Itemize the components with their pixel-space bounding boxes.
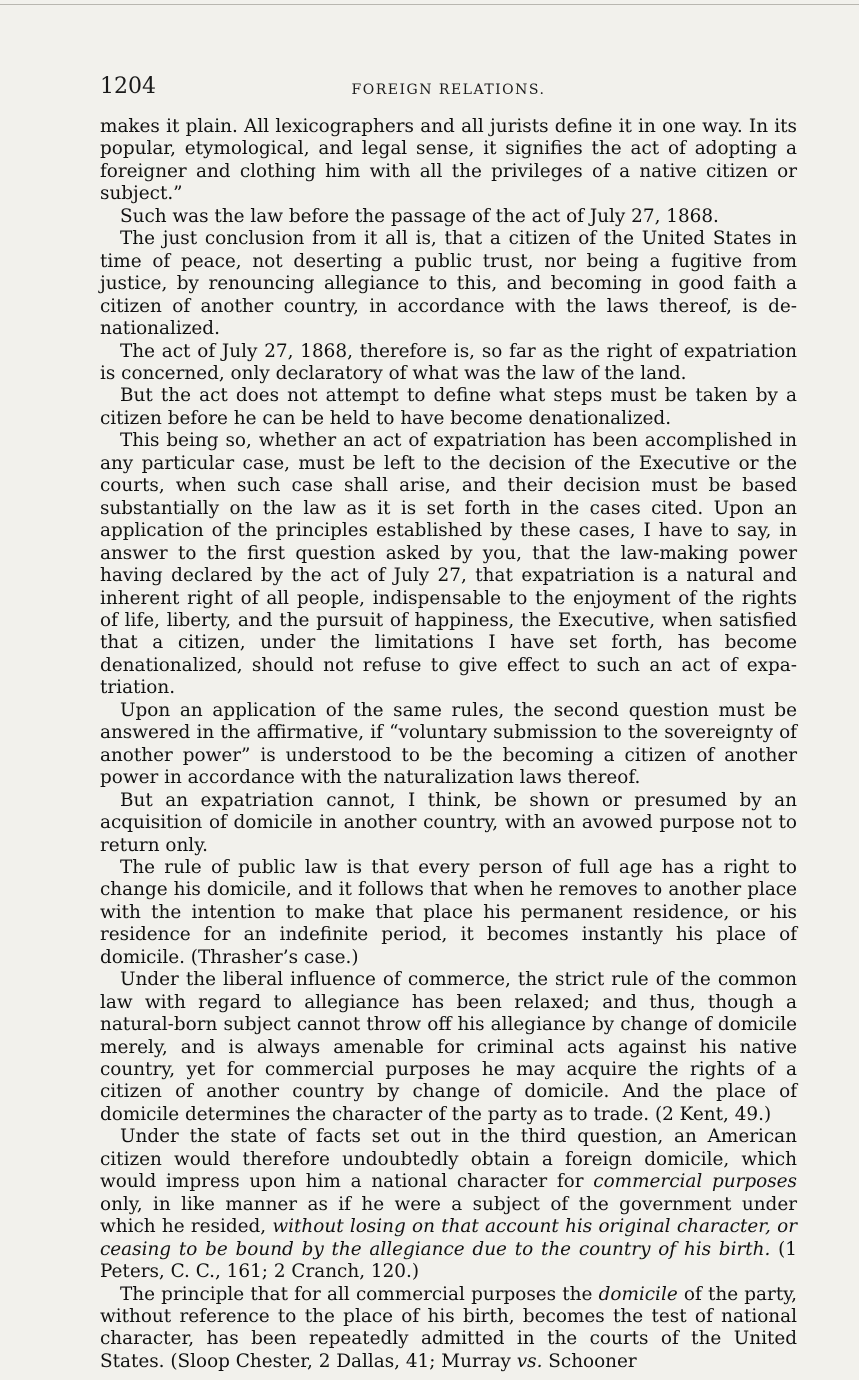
paragraph: makes it plain. All lexicographers and all jurists define it in one way. In its popular, etymological, and legal sense, it signifies the act of adopting a foreigner and clothing him with all the privileges of a native citizen or subject.” bbox=[100, 116, 797, 205]
paragraph bbox=[100, 1284, 797, 1374]
paragraph: Under the liberal influence of commerce, the strict rule of the common law with regard to allegiance has been relaxed; and thus, though a natural-born subject cannot throw off his allegiance by change of domicile merely, and is always amenable for criminal acts against his native country, yet for commercial purposes he may acquire the rights of a citizen of another country by change of domicile. And the place of domicile determines the character of the party as to trade. (2 Kent, 49.) bbox=[100, 969, 797, 1125]
paragraph: Upon an application of the same rules, the second question must be answered in the affirmative, if “voluntary submission to the sovereignty of another power” is understood to be the becoming a citizen of another power in accordance with the naturalization laws thereof. bbox=[100, 699, 797, 789]
body-text bbox=[100, 116, 797, 1373]
paragraph: The just conclusion from it all is, that a citizen of the United States in time of peace, not deserting a public trust, nor being a fugitive from justice, by renouncing allegiance to this, and becoming in good faith a citizen of another country, in accordance with the laws thereof, is denationalized. bbox=[100, 228, 797, 340]
text-run: Under the state of facts set out in the third question, an American citizen would therefore undoubtedly obtain a foreign domicile, which would impress upon him a national character for bbox=[100, 1126, 797, 1193]
running-head: FOREIGN RELATIONS. bbox=[351, 82, 546, 98]
text-run: The principle that for all commercial purposes the bbox=[120, 1283, 599, 1305]
paragraph: But an expatriation cannot, I think, be shown or presumed by an acquisition of domicile in another country, with an avowed purpose not to return only. bbox=[100, 789, 797, 856]
italic-run: vs. bbox=[516, 1350, 543, 1372]
paragraph bbox=[100, 1126, 797, 1283]
paragraph: The rule of public law is that every person of full age has a right to change his domicile, and it follows that when he removes to another place with the intention to make that place his permanent residence, or his residence for an indefinite period, it becomes instantly his place of domicile. (Thrasher’s case.) bbox=[100, 856, 797, 968]
italic-run: without losing on that account his original character, or ceasing to be bound by the allegiance due to the country of his birth. bbox=[100, 1216, 797, 1260]
text-run: (1 Peters, C. C., 161; 2 Cranch, 120.) bbox=[100, 1238, 797, 1283]
page-number: 1204 bbox=[100, 74, 156, 99]
italic-run: domicile bbox=[598, 1283, 678, 1305]
paragraph: Such was the law before the passage of the act of July 27, 1868. bbox=[120, 205, 719, 227]
text-run: of the party, without reference to the place of his birth, becomes the test of national character, has been repeatedly admitted in the courts of the United States. (Sloop Chester, 2 Dallas, 41; Murray bbox=[100, 1283, 797, 1372]
page-header bbox=[100, 74, 797, 108]
text-run: Schooner bbox=[542, 1350, 637, 1372]
italic-run: commercial purposes bbox=[593, 1171, 797, 1193]
top-rule bbox=[0, 4, 859, 5]
paragraph: This being so, whether an act of expatriation has been accomplished in any particular case, must be left to the decision of the Executive or the courts, when such case shall arise, and their decision must be based substantially on the law as it is set forth in the cases cited. Upon an application of the principles established by these cases, I have to say, in answer to the first question asked by you, that the law-making power having declared by the act of July 27, that expatriation is a natural and inherent right of all people, indispensable to the enjoyment of the rights of life, liberty, and the pursuit of happiness, the Executive, when satisfied that a citizen, under the limitations I have set forth, has become denationalized, should not refuse to give effect to such an act of expatriation. bbox=[100, 430, 797, 699]
paragraph: But the act does not attempt to define what steps must be taken by a citizen before he can be held to have become denationalized. bbox=[100, 385, 797, 429]
paragraph: The act of July 27, 1868, therefore is, so far as the right of expatriation is concerned, only declaratory of what was the law of the land. bbox=[100, 340, 797, 384]
text-run: only, in like manner as if he were a subject of the government under which he resided, bbox=[100, 1193, 797, 1238]
